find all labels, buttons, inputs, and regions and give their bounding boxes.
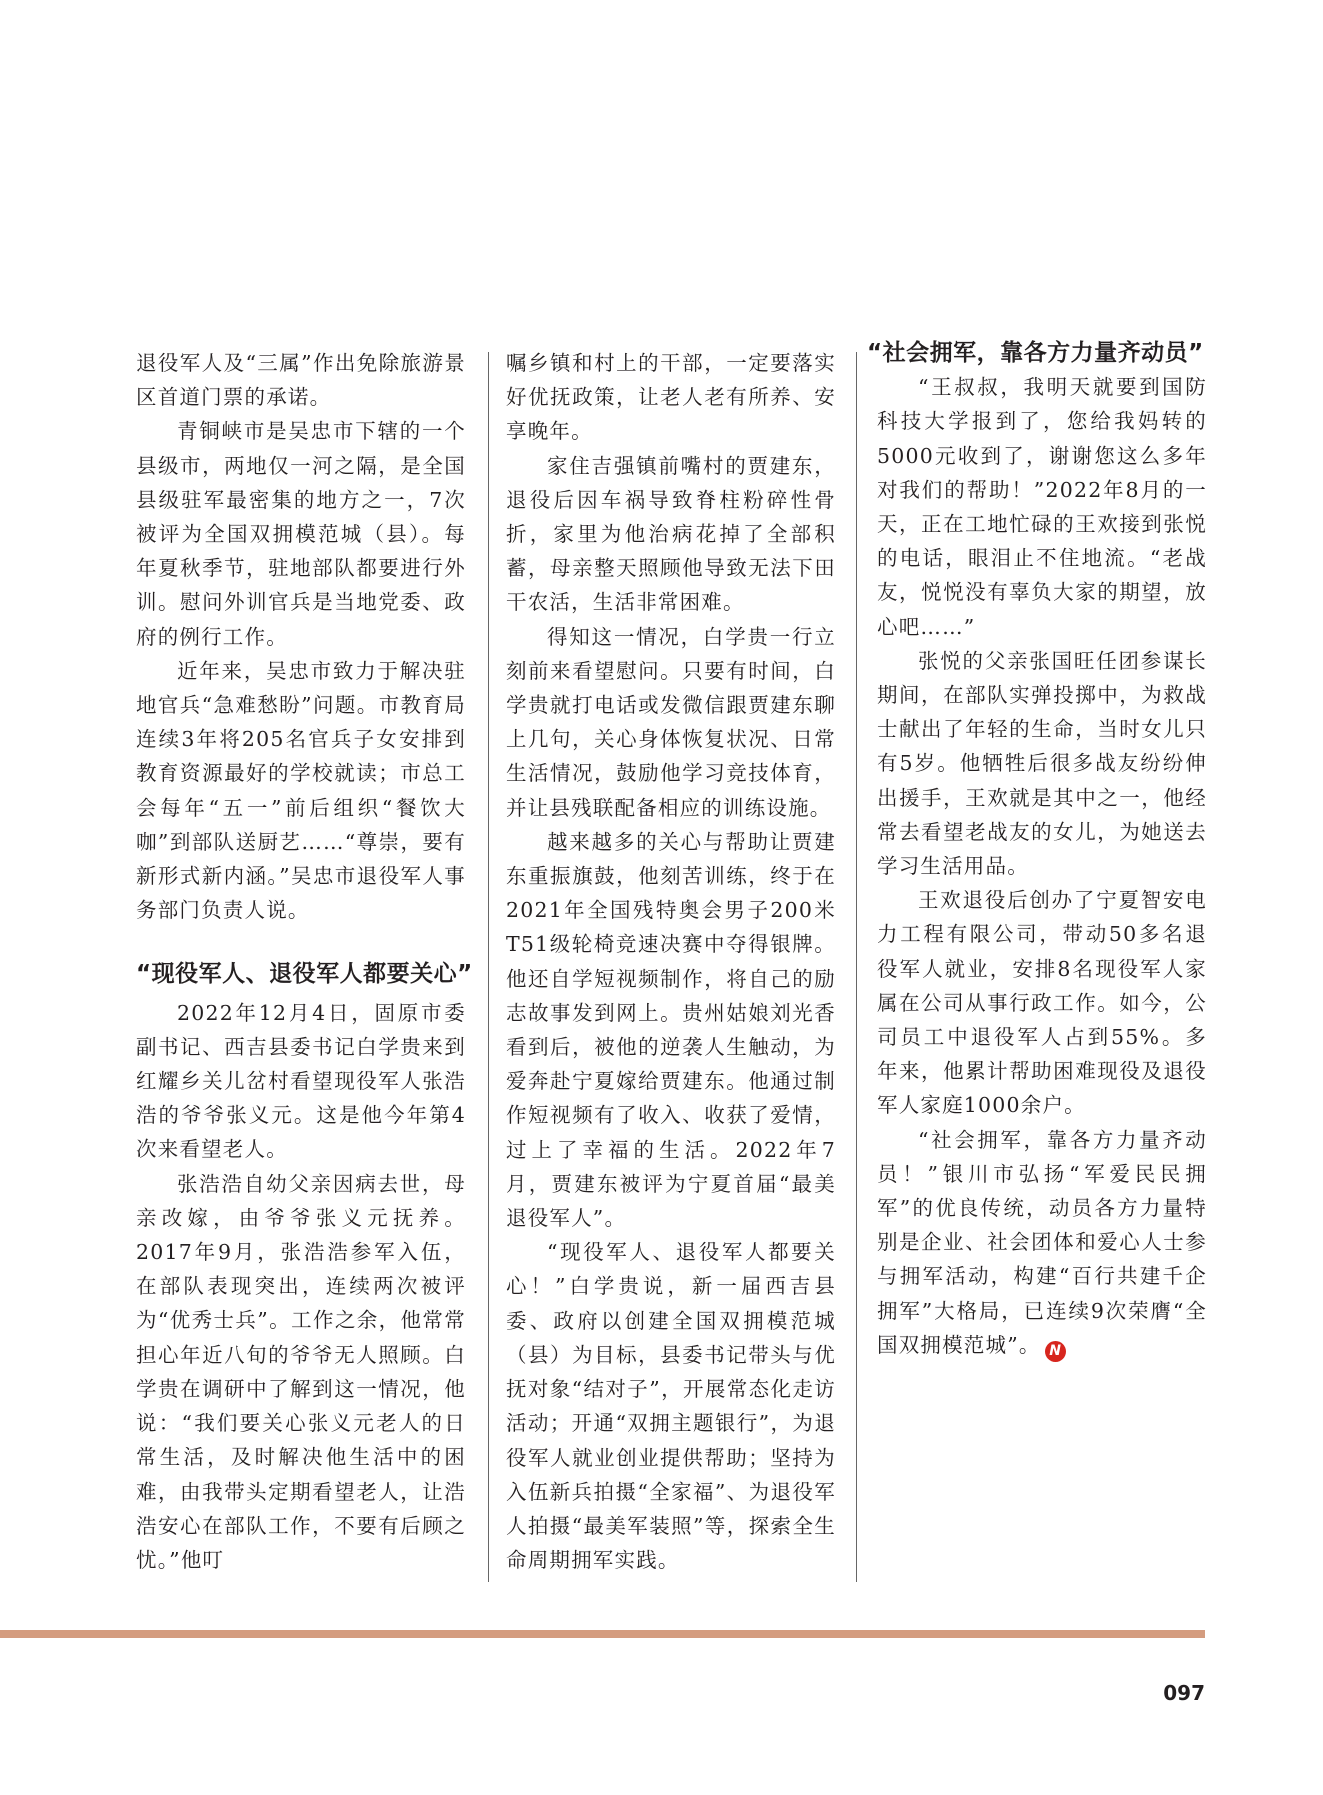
column-divider xyxy=(488,352,489,1582)
paragraph: 王欢退役后创办了宁夏智安电力工程有限公司，带动50多名退役军人就业，安排8名现役军人家属在公司从事行政工作。如今，公司员工中退役军人占到55%。多年来，他累计帮助困难现役及退役军人家庭1000余户。 xyxy=(877,888,1207,1118)
paragraph: 越来越多的关心与帮助让贾建东重振旗鼓，他刻苦训练，终于在2021年全国残特奥会男子200米T51级轮椅竞速决赛中夺得银牌。他还自学短视频制作，将自己的励志故事发到网上。贵州姑娘刘光香看到后，被他的逆袭人生触动，为爱奔赴宁夏嫁给贾建东。他通过制作短视频有了收入、收获了爱情，过上了幸福的生活。2022年7月，贾建东被评为宁夏首届“最美退役军人”。 xyxy=(506,829,836,1231)
paragraph: 退役军人及“三属”作出免除旅游景区首道门票的承诺。 xyxy=(136,351,466,410)
section-heading: “现役军人、退役军人都要关心” xyxy=(136,961,473,988)
article-column-2 xyxy=(506,346,836,1577)
article-column-3 xyxy=(867,340,1207,1362)
paragraph: 2022年12月4日，固原市委副书记、西吉县委书记白学贵来到红耀乡关儿岔村看望现役军人张浩浩的爷爷张义元。这是他今年第4次来看望老人。 xyxy=(136,1000,466,1162)
paragraph: “现役军人、退役军人都要关心！”白学贵说，新一届西吉县委、政府以创建全国双拥模范城（县）为目标，县委书记带头与优抚对象“结对子”，开展常态化走访活动；开通“双拥主题银行”，为退役军人就业创业提供帮助；坚持为入伍新兵拍摄“全家福”、为退役军人拍摄“最美军装照”等，探索全生命周期拥军实践。 xyxy=(506,1240,836,1573)
paragraph-text: “社会拥军，靠各方力量齐动员！”银川市弘扬“军爱民民拥军”的优良传统，动员各方力量特别是企业、社会团体和爱心人士参与拥军活动，构建“百行共建千企拥军”大格局，已连续9次荣膺“全国双拥模范城”。 xyxy=(877,1127,1207,1357)
paragraph: 张浩浩自幼父亲因病去世，母亲改嫁，由爷爷张义元抚养。2017年9月，张浩浩参军入伍，在部队表现突出，连续两次被评为“优秀士兵”。工作之余，他常常担心年近八旬的爷爷无人照顾。白学贵在调研中了解到这一情况，他说：“我们要关心张义元老人的日常生活，及时解决他生活中的困难，由我带头定期看望老人，让浩浩安心在部队工作，不要有后顾之忧。”他叮 xyxy=(136,1171,466,1572)
paragraph: 得知这一情况，白学贵一行立刻前来看望慰问。只要有时间，白学贵就打电话或发微信跟贾建东聊上几句，关心身体恢复状况、日常生活情况，鼓励他学习竞技体育，并让县残联配备相应的训练设施。 xyxy=(506,624,836,820)
paragraph-last xyxy=(877,1123,1207,1362)
section-heading: “社会拥军，靠各方力量齐动员” xyxy=(867,340,1204,366)
article-end-mark-icon: N xyxy=(1045,1341,1066,1362)
article-column-1 xyxy=(136,346,473,1577)
paragraph: 近年来，吴忠市致力于解决驻地官兵“急难愁盼”问题。市教育局连续3年将205名官兵子女安排到教育资源最好的学校就读；市总工会每年“五一”前后组织“餐饮大咖”到部队送厨艺……“尊崇，要有新形式新内涵。”吴忠市退役军人事务部门负责人说。 xyxy=(136,658,466,923)
paragraph: 青铜峡市是吴忠市下辖的一个县级市，两地仅一河之隔，是全国县级驻军最密集的地方之一，7次被评为全国双拥模范城（县）。每年夏秋季节，驻地部队都要进行外训。慰问外训官兵是当地党委、政府的例行工作。 xyxy=(136,419,466,649)
footer-accent-bar xyxy=(0,1630,1205,1638)
column-divider xyxy=(856,352,857,1582)
paragraph: “王叔叔，我明天就要到国防科技大学报到了，您给我妈转的5000元收到了，谢谢您这么多年对我们的帮助！”2022年8月的一天，正在工地忙碌的王欢接到张悦的电话，眼泪止不住地流。“老战友，悦悦没有辜负大家的期望，放心吧……” xyxy=(877,375,1207,639)
paragraph: 张悦的父亲张国旺任团参谋长期间，在部队实弹投掷中，为救战士献出了年轻的生命，当时女儿只有5岁。他牺牲后很多战友纷纷伸出援手，王欢就是其中之一，他经常去看望老战友的女儿，为她送去学习生活用品。 xyxy=(877,648,1207,879)
page-number: 097 xyxy=(1163,1681,1205,1705)
paragraph: 嘱乡镇和村上的干部，一定要落实好优抚政策，让老人老有所养、安享晚年。 xyxy=(506,351,836,444)
paragraph: 家住吉强镇前嘴村的贾建东，退役后因车祸导致脊柱粉碎性骨折，家里为他治病花掉了全部积蓄，母亲整天照顾他导致无法下田干农活，生活非常困难。 xyxy=(506,453,836,615)
